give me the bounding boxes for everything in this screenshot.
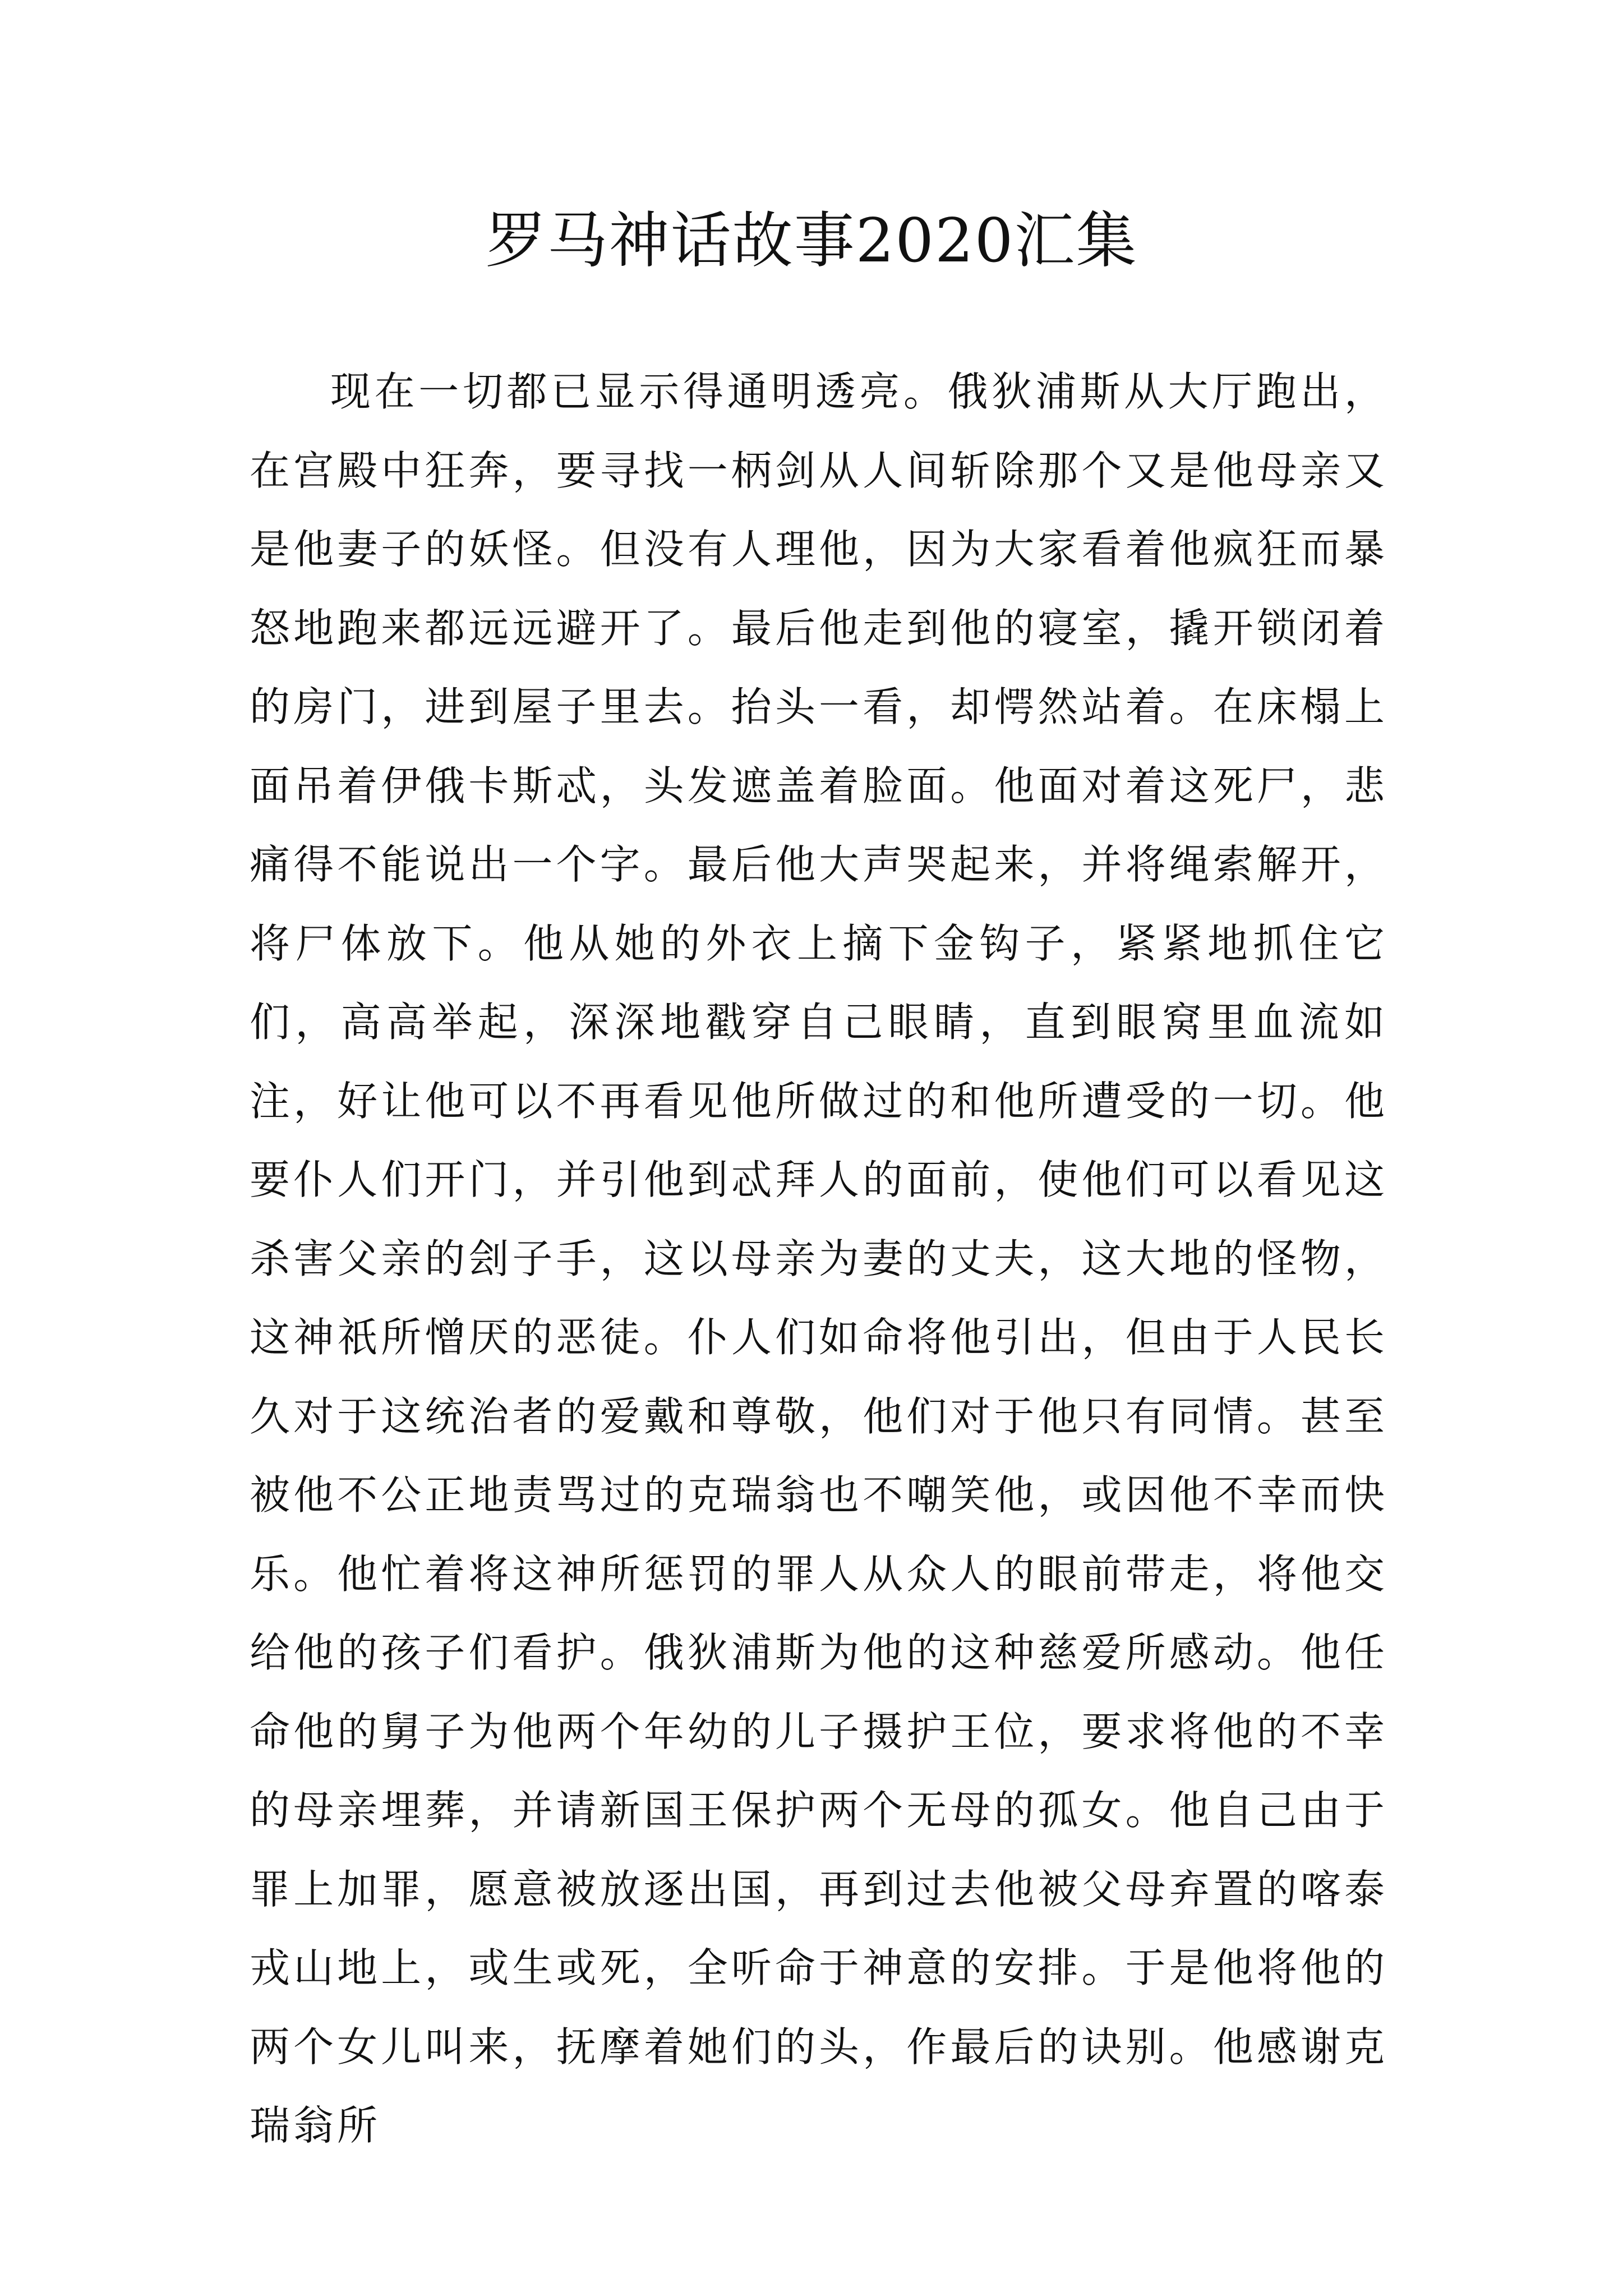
document-title: 罗马神话故事2020汇集 [485,206,1138,276]
body-paragraph: 现在一切都已显示得通明透亮。俄狄浦斯从大厅跑出，在宫殿中狂奔，要寻找一柄剑从人间斩除那个又是他母亲又是他妻子的妖怪。但没有人理他，因为大家看着他疯狂而暴怒地跑来都远远避开了。最后他走到他的寝室，撬开锁闭着的房门，进到屋子里去。抬头一看，却愕然站着。在床榻上面吊着伊俄卡斯忒，头发遮盖着脸面。他面对着这死尸，悲痛得不能说出一个字。最后他大声哭起来，并将绳索解开，将尸体放下。他从她的外衣上摘下金钩子，紧紧地抓住它们，高高举起，深深地戳穿自己眼睛，直到眼窝里血流如注，好让他可以不再看见他所做过的和他所遭受的一切。他要仆人们开门，并引他到忒拜人的面前，使他们可以看见这杀害父亲的刽子手，这以母亲为妻的丈夫，这大地的怪物，这神祇所憎厌的恶徒。仆人们如命将他引出，但由于人民长久对于这统治者的爱戴和尊敬，他们对于他只有同情。甚至被他不公正地责骂过的克瑞翁也不嘲笑他，或因他不幸而快乐。他忙着将这神所惩罚的罪人从众人的眼前带走，将他交给他的孩子们看护。俄狄浦斯为他的这种慈爱所感动。他任命他的舅子为他两个年幼的儿子摄护王位，要求将他的不幸的母亲埋葬，并请新国王保护两个无母的孤女。他自己由于罪上加罪，愿意被放逐出国，再到过去他被父母弃置的喀泰戎山地上，或生或死，全听命于神意的安排。于是他将他的两个女儿叫来，抚摩着她们的头，作最后的诀别。他感谢克瑞翁所 [250,368,1388,2149]
